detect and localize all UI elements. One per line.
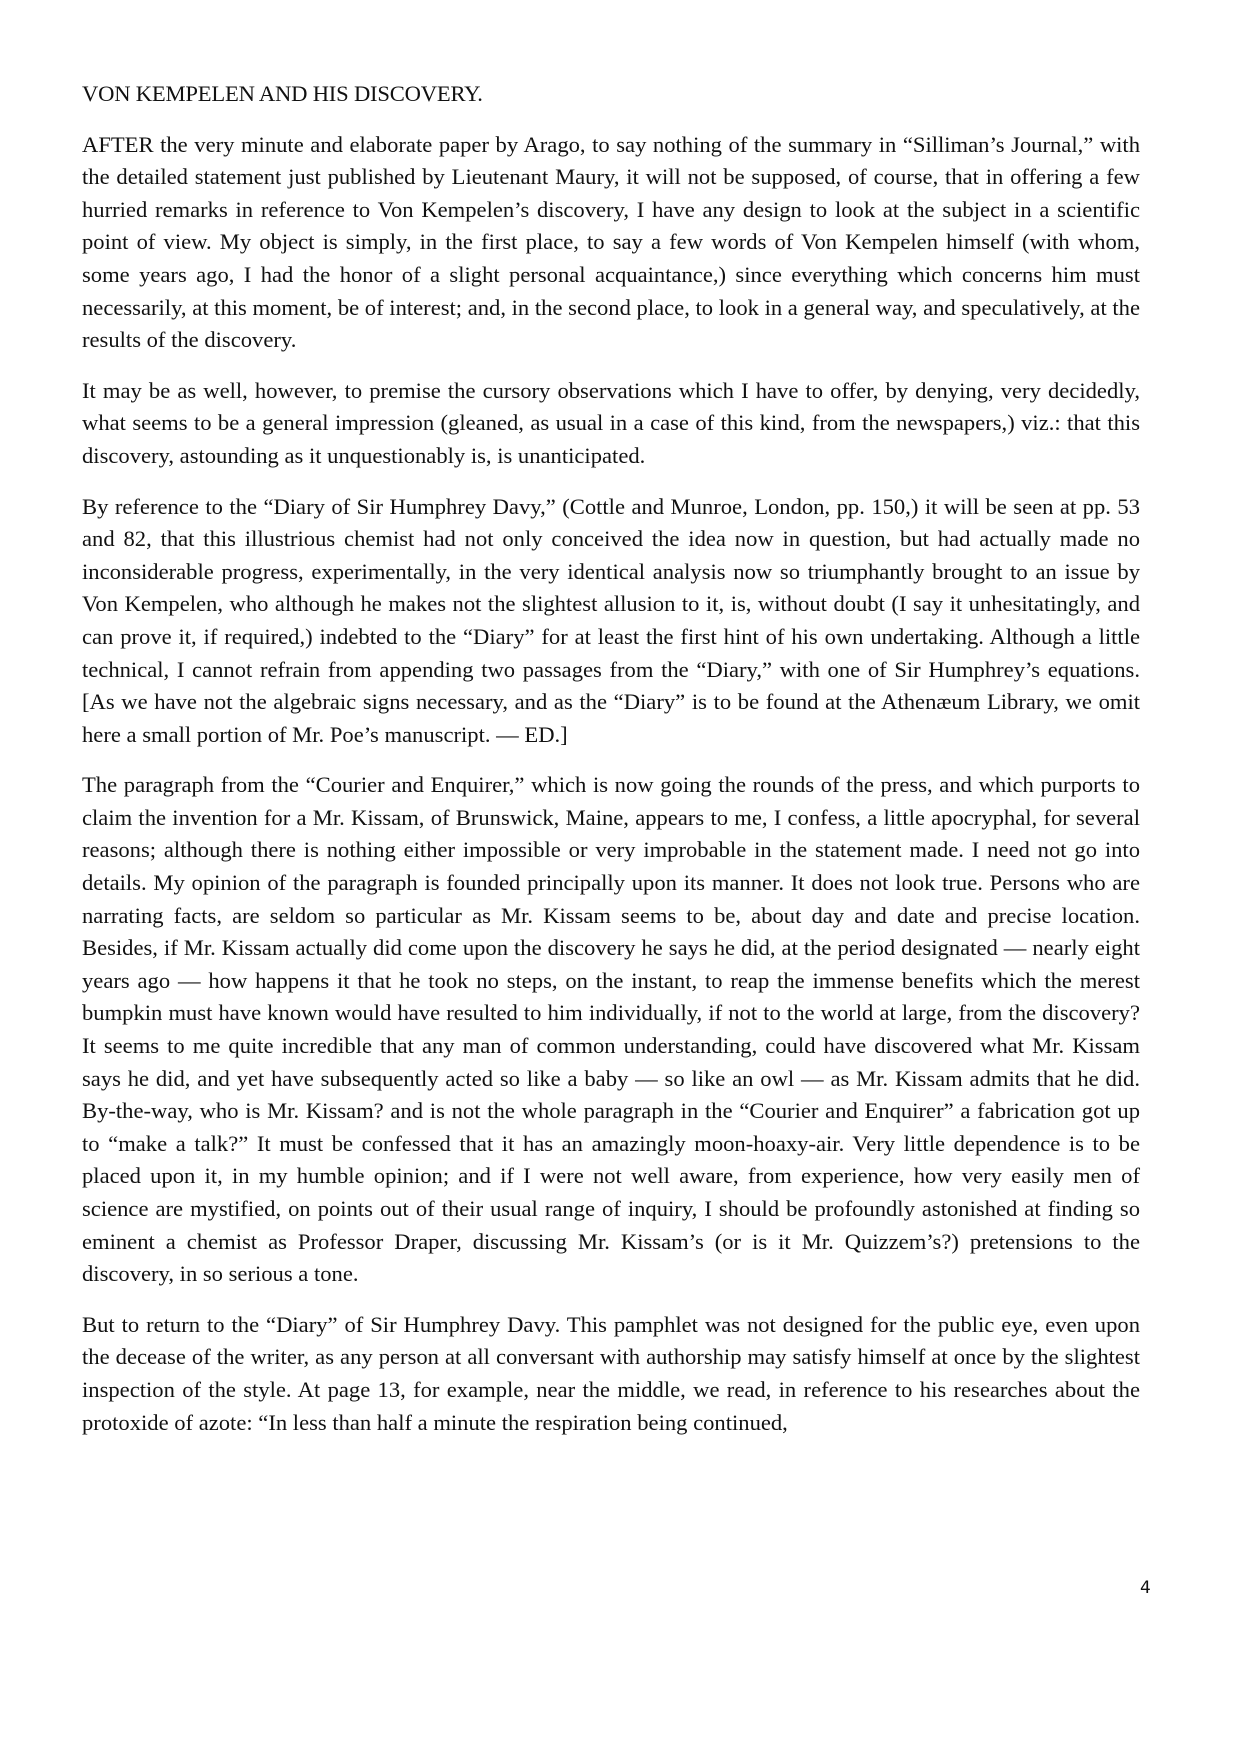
document-title: VON KEMPELEN AND HIS DISCOVERY. [82,81,483,106]
document-page [82,78,1140,1457]
paragraph-2: It may be as well, however, to premise the cursory observations which I have to offer, by denying, very decidedly, what seems to be a general impression (gleaned, as usual in a case of this kind, from the newspapers,) viz.: that this discovery, astounding as it unquestionably is, is unanticipated. [82,377,1140,468]
paragraph-4: The paragraph from the “Courier and Enquirer,” which is now going the rounds of the press, and which purports to claim the invention for a Mr. Kissam, of Brunswick, Maine, appears to me, I confess, a little apocryphal, for several reasons; although there is nothing either impossible or very improbable in the statement made. I need not go into details. My opinion of the paragraph is founded principally upon its manner. It does not look true. Persons who are narrating facts, are seldom so particular as Mr. Kissam seems to be, about day and date and precise location. Besides, if Mr. Kissam actually did come upon the discovery he says he did, at the period designated — nearly eight years ago — how happens it that he took no steps, on the instant, to reap the immense benefits which the merest bumpkin must have known would have resulted to him individually, if not to the world at large, from the discovery? It seems to me quite incredible that any man of common understanding, could have discovered what Mr. Kissam says he did, and yet have subsequently acted so like a baby — so like an owl — as Mr. Kissam admits that he did. By-the-way, who is Mr. Kissam? and is not the whole paragraph in the “Courier and Enquirer” a fabrication got up to “make a talk?” It must be confessed that it has an amazingly moon-hoaxy-air. Very little dependence is to be placed upon it, in my humble opinion; and if I were not well aware, from experience, how very easily men of science are mystified, on points out of their usual range of inquiry, I should be profoundly astonished at finding so eminent a chemist as Professor Draper, discussing Mr. Kissam’s (or is it Mr. Quizzem’s?) pretensions to the discovery, in so serious a tone. [82,772,1140,1287]
paragraph-3: By reference to the “Diary of Sir Humphrey Davy,” (Cottle and Munroe, London, pp. 150,) it will be seen at pp. 53 and 82, that this illustrious chemist had not only conceived the idea now in question, but had actually made no inconsiderable progress, experimentally, in the very identical analysis now so triumphantly brought to an issue by Von Kempelen, who although he makes not the slightest allusion to it, is, without doubt (I say it unhesitatingly, and can prove it, if required,) indebted to the “Diary” for at least the first hint of his own undertaking. Although a little technical, I cannot refrain from appending two passages from the “Diary,” with one of Sir Humphrey’s equations. [As we have not the algebraic signs necessary, and as the “Diary” is to be found at the Athenæum Library, we omit here a small portion of Mr. Poe’s manuscript. — ED.] [82,493,1140,747]
page-number: 4 [1140,1578,1151,1598]
paragraph-1: AFTER the very minute and elaborate paper by Arago, to say nothing of the summary in “Silliman’s Journal,” with the detailed statement just published by Lieutenant Maury, it will not be supposed, of course, that in offering a few hurried remarks in reference to Von Kempelen’s discovery, I have any design to look at the subject in a scientific point of view. My object is simply, in the first place, to say a few words of Von Kempelen himself (with whom, some years ago, I had the honor of a slight personal acquaintance,) since everything which concerns him must necessarily, at this moment, be of interest; and, in the second place, to look in a general way, and speculatively, at the results of the discovery. [82,131,1140,353]
paragraph-5: But to return to the “Diary” of Sir Humphrey Davy. This pamphlet was not designed for the public eye, even upon the decease of the writer, as any person at all conversant with authorship may satisfy himself at once by the slightest inspection of the style. At page 13, for example, near the middle, we read, in reference to his researches about the protoxide of azote: “In less than half a minute the respiration being continued, [82,1311,1140,1435]
